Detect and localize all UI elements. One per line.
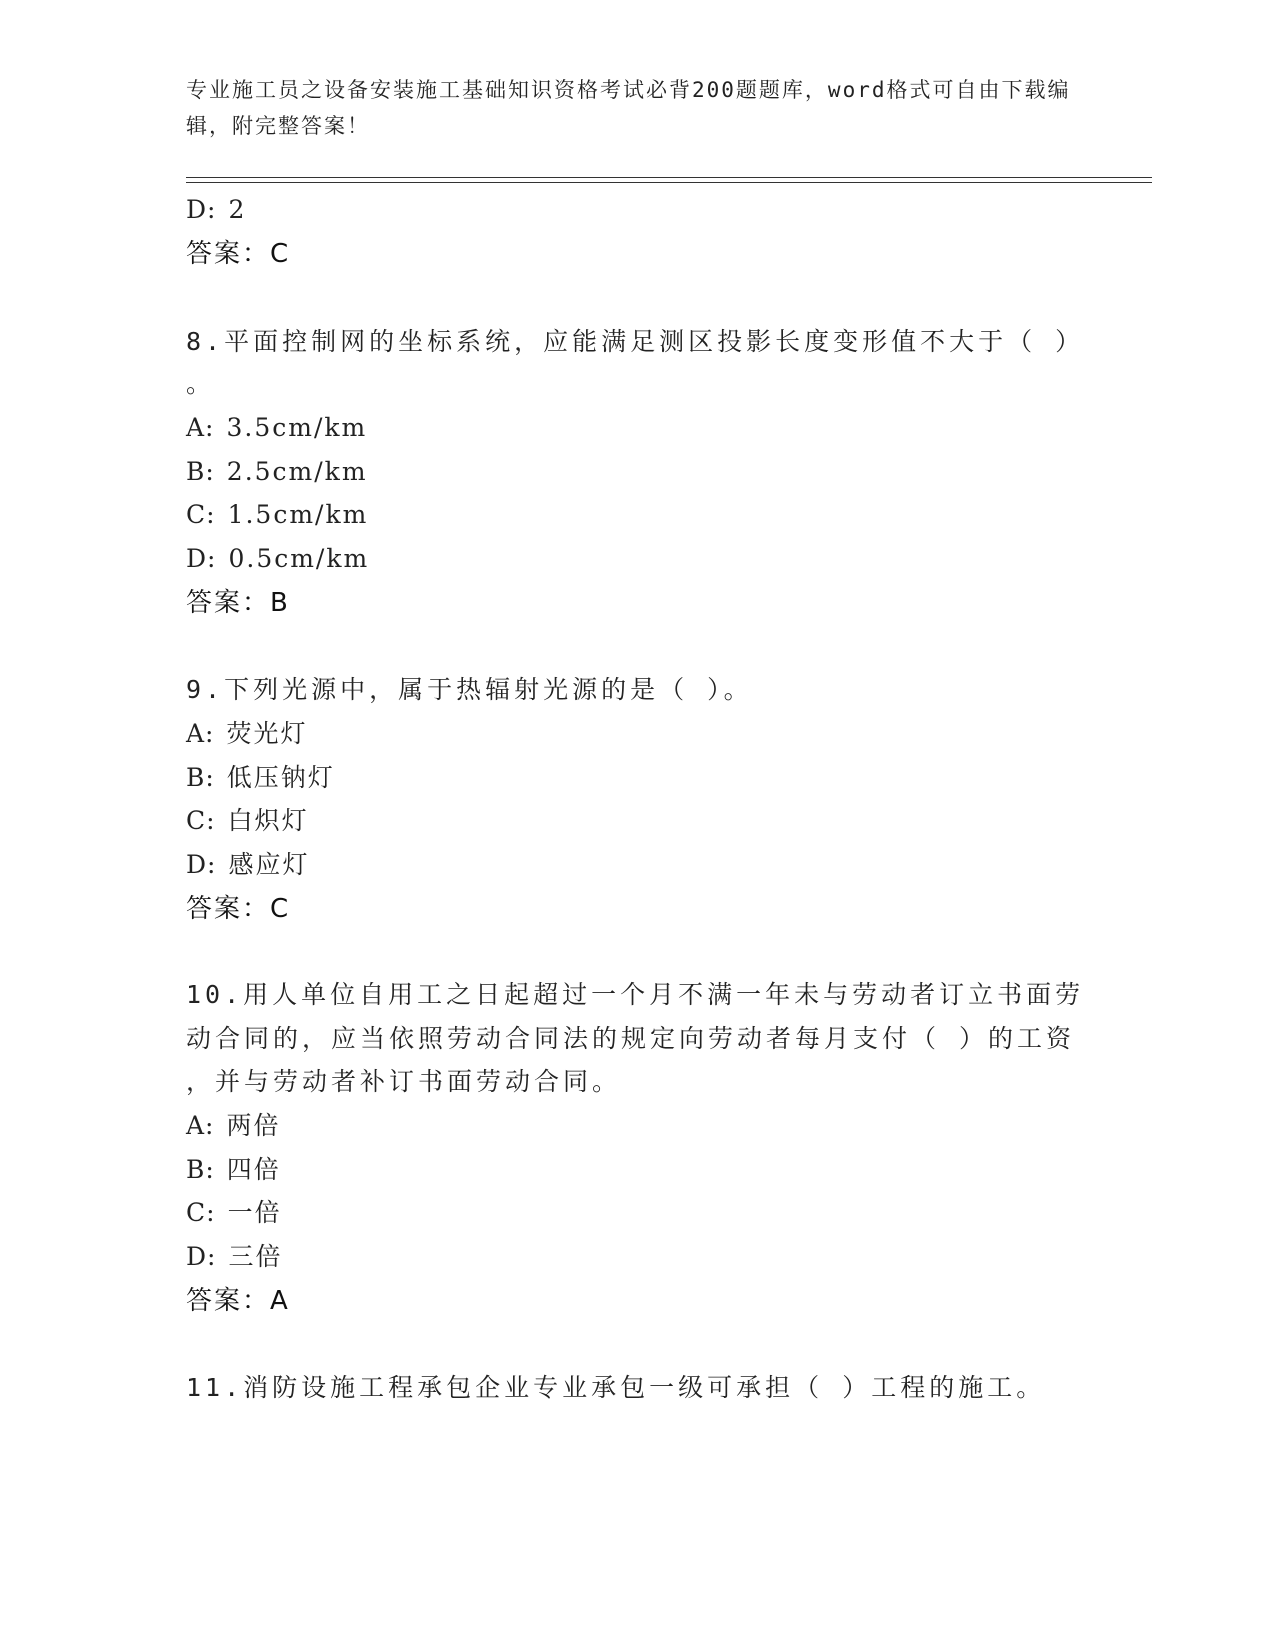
option-label: C: [186,806,216,835]
option-value: 感应灯 [228,850,310,879]
option-value: 四倍 [226,1155,281,1184]
option-value: 白炽灯 [227,806,309,835]
option-label: D: [186,544,217,573]
option-value: 2 [228,195,247,224]
q8-option-a [186,411,367,445]
q8-option-c [186,498,368,532]
q10-option-c [186,1196,282,1230]
q10-text-line3: ，并与劳动者补订书面劳动合同。 [186,1067,622,1096]
q9-answer: 答案：C [186,894,291,924]
q8-option-d [186,542,369,576]
q8-text-line1: 8.平面控制网的坐标系统，应能满足测区投影长度变形值不大于（ ） [186,327,1085,356]
q10-option-d [186,1240,282,1274]
option-value: 0.5cm/km [228,544,370,573]
prev-answer: 答案：C [186,239,291,269]
option-value: 2.5cm/km [226,457,368,486]
option-value: 3.5cm/km [226,413,368,442]
q8-text-line2: 。 [186,369,216,398]
q9-option-d [186,848,309,882]
option-label: A: [186,719,215,748]
option-label: D: [186,850,217,879]
option-value: 1.5cm/km [227,500,369,529]
document-header: 专业施工员之设备安装施工基础知识资格考试必背200题题库，word格式可自由下载编辑，附完整答案！ [186,78,1071,138]
option-label: D: [186,195,217,224]
q8-option-b [186,455,368,489]
option-label: A: [186,1111,215,1140]
q10-option-a [186,1109,281,1143]
option-value: 荧光灯 [226,719,308,748]
header-divider-top [186,177,1152,178]
option-label: C: [186,1198,216,1227]
option-value: 三倍 [228,1242,283,1271]
q9-option-c [186,804,309,838]
option-label: B: [186,763,215,792]
prev-option-d [186,193,246,227]
q10-option-b [186,1153,281,1187]
option-label: B: [186,457,215,486]
option-value: 低压钠灯 [226,763,335,792]
option-value: 两倍 [226,1111,281,1140]
option-value: 一倍 [227,1198,282,1227]
option-label: B: [186,1155,215,1184]
header-divider-bottom [186,182,1152,183]
q9-text-line1: 9.下列光源中，属于热辐射光源的是（ ）。 [186,675,753,704]
option-label: A: [186,413,215,442]
q9-option-b [186,761,335,795]
option-label: C: [186,500,216,529]
q9-option-a [186,717,308,751]
q10-answer: 答案：A [186,1286,290,1316]
q10-text-line1: 10.用人单位自用工之日起超过一个月不满一年未与劳动者订立书面劳 [186,980,1085,1009]
q10-text-line2: 动合同的，应当依照劳动合同法的规定向劳动者每月支付（ ）的工资 [186,1024,1076,1053]
q11-text-line1: 11.消防设施工程承包企业专业承包一级可承担（ ）工程的施工。 [186,1373,1046,1402]
option-label: D: [186,1242,217,1271]
q8-answer: 答案：B [186,588,290,618]
